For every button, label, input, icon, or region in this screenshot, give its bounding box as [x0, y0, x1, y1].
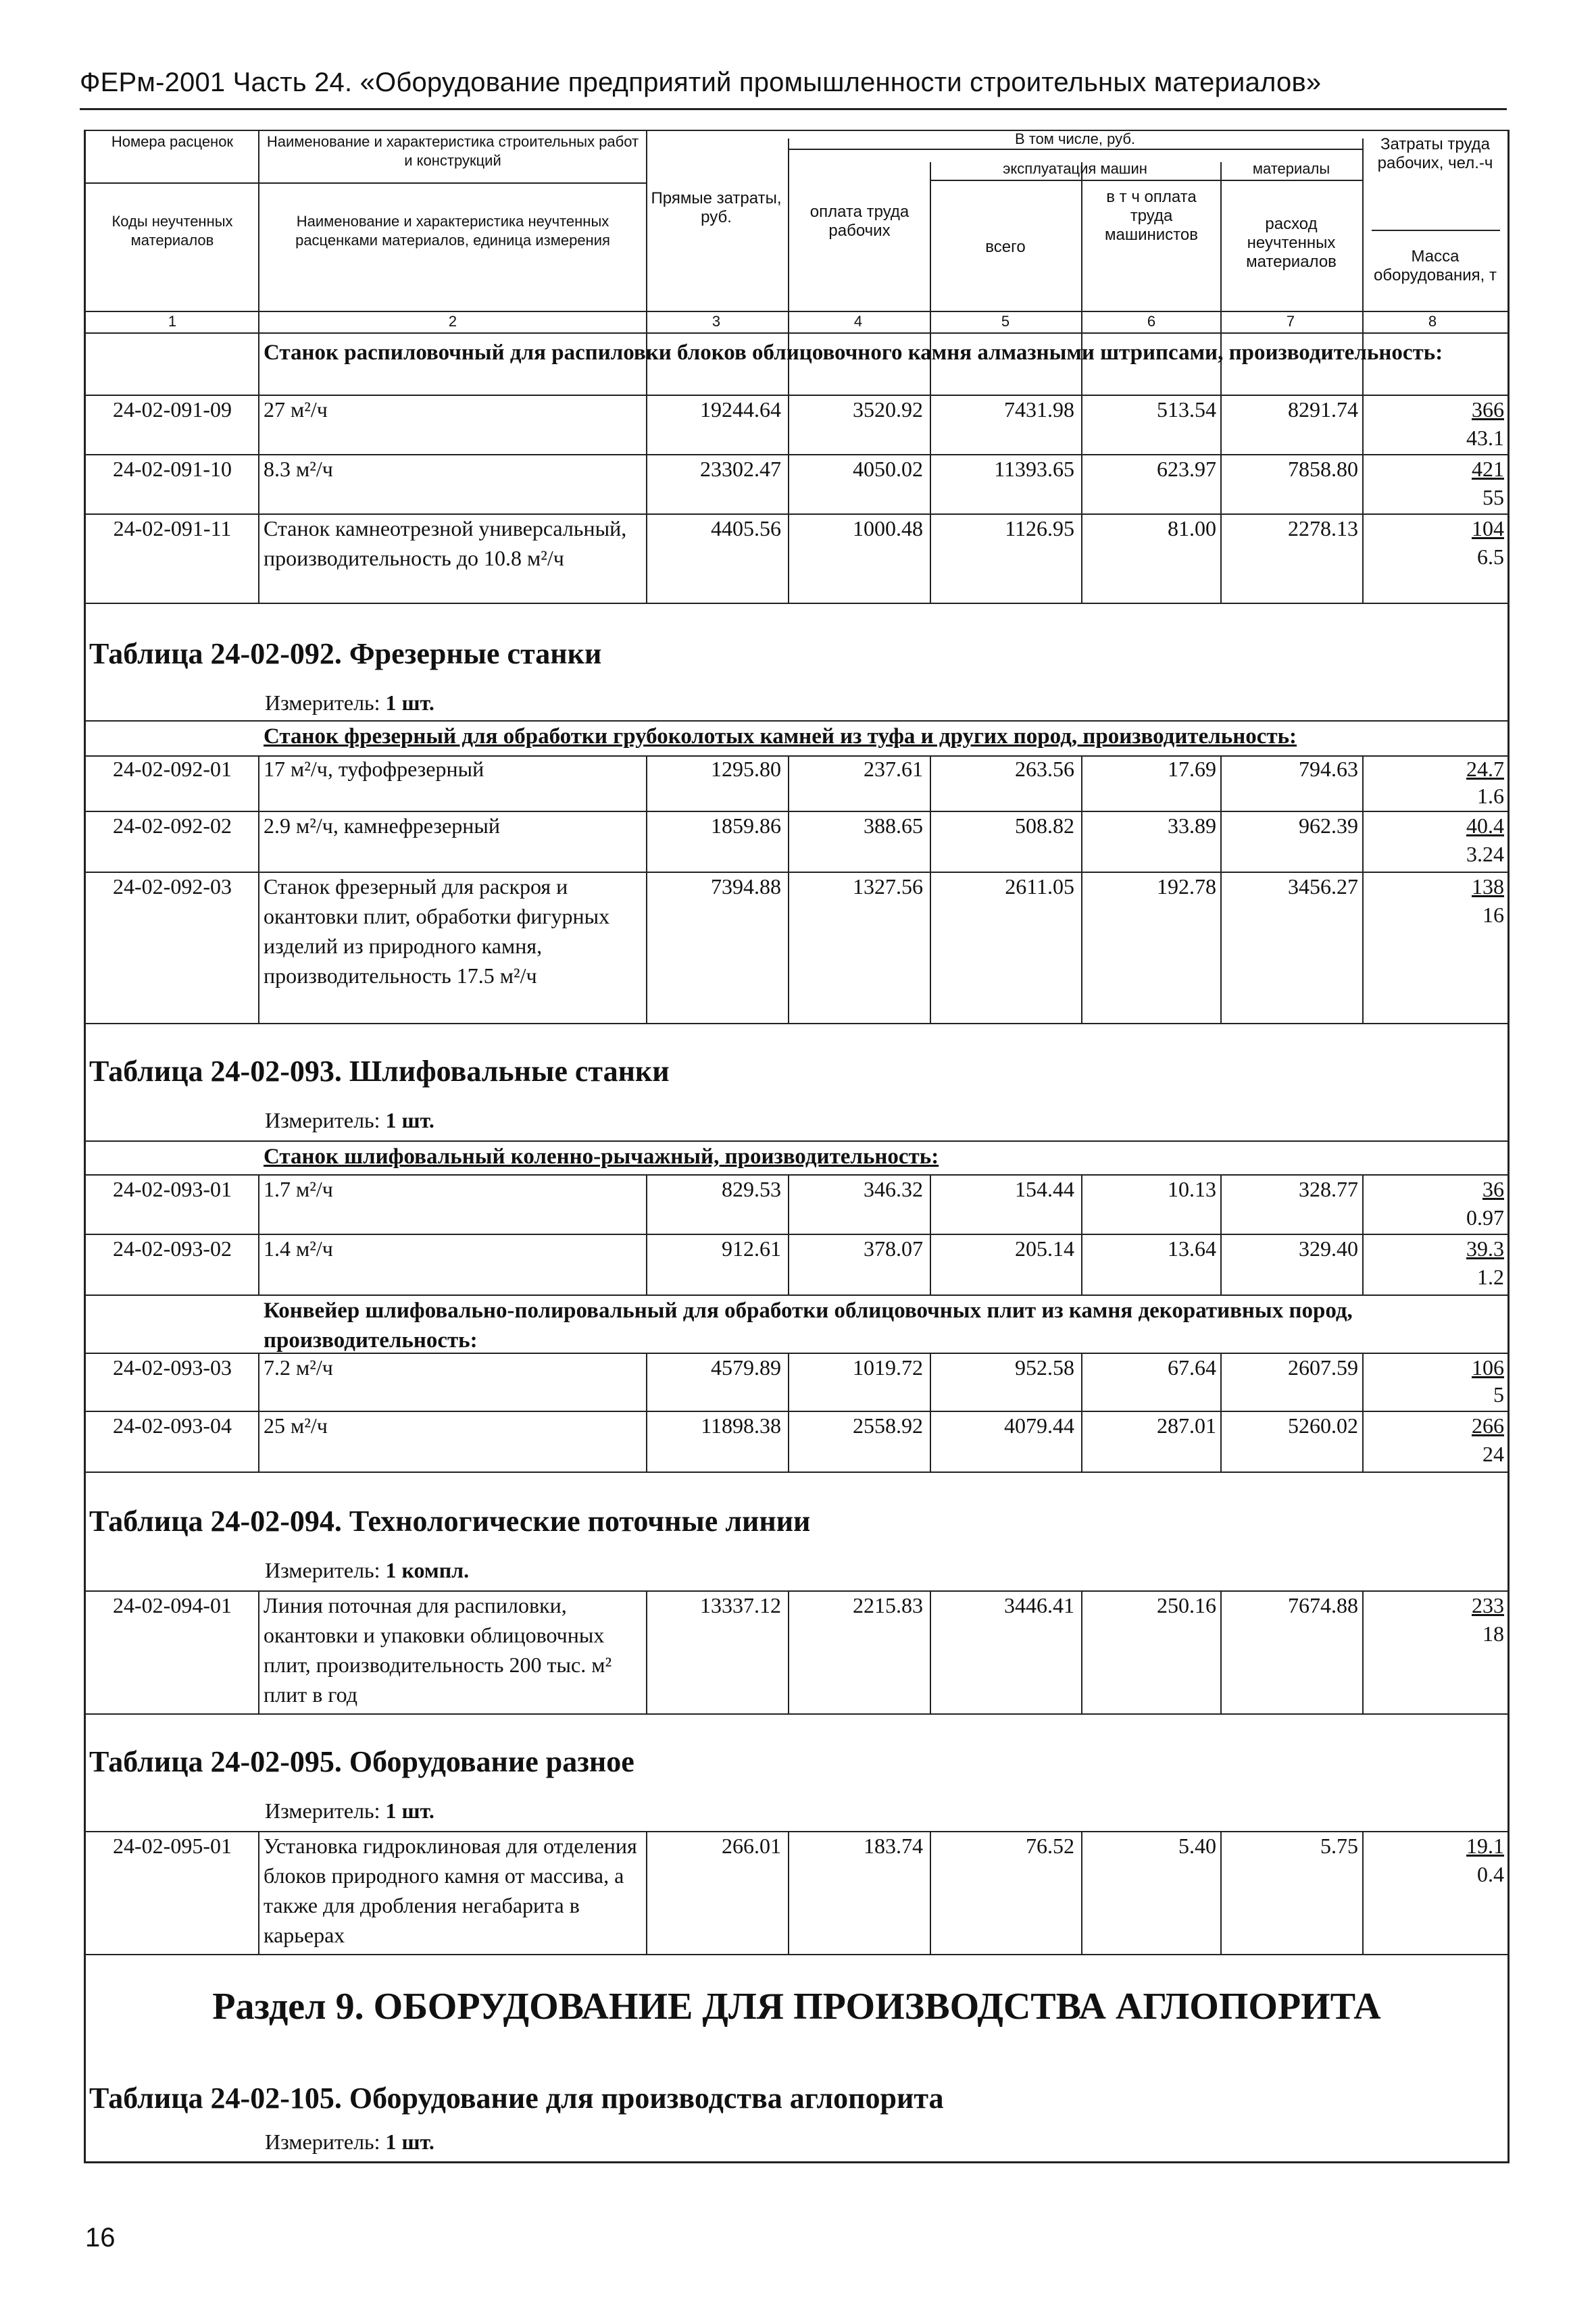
row-labor: 421 — [1472, 457, 1504, 481]
row-pay: 2558.92 — [853, 1413, 923, 1438]
group-heading-092: Станок фрезерный для обработки грубоколотых камней из туфа и других пород, производительность: — [264, 724, 1297, 749]
row-materials: 8291.74 — [1288, 397, 1358, 422]
row-mach: 3446.41 — [1004, 1593, 1074, 1617]
row-mass: 16 — [1482, 903, 1504, 927]
unit-value: 1 шт. — [385, 690, 434, 715]
row-labor: 138 — [1472, 874, 1504, 899]
row-materials: 962.39 — [1299, 813, 1358, 838]
row-code: 24-02-092-01 — [113, 757, 232, 781]
row-mass: 43.1 — [1466, 426, 1504, 450]
row-materials: 328.77 — [1299, 1177, 1358, 1201]
col-divider-1 — [258, 1353, 259, 1472]
col1-top: Номера расценок — [111, 133, 234, 150]
numbers-bottom-rule — [84, 332, 1510, 334]
row-rule — [84, 1472, 1510, 1473]
row-mach: 154.44 — [1015, 1177, 1074, 1201]
row-name: 17 м²/ч, туфофрезерный — [264, 757, 484, 781]
row-mass: 5 — [1493, 1382, 1504, 1407]
row-pay: 237.61 — [864, 757, 923, 781]
col-divider-6 — [1220, 755, 1222, 1023]
row-pay: 2215.83 — [853, 1593, 923, 1617]
col2-top: Наименование и характеристика строительных работ и конструкций — [266, 133, 639, 169]
row-pay: 1327.56 — [853, 874, 923, 899]
row-direct: 23302.47 — [700, 457, 781, 481]
row-drivers: 10.13 — [1168, 1177, 1216, 1201]
mat-header: материалы — [1252, 160, 1330, 177]
col-divider-7 — [1362, 139, 1364, 603]
col-divider-7 — [1362, 755, 1364, 1023]
colnum-1: 1 — [168, 313, 177, 330]
row-direct: 1295.80 — [711, 757, 781, 781]
row-mach: 4079.44 — [1004, 1413, 1074, 1438]
row-code: 24-02-092-02 — [113, 813, 232, 838]
row-materials: 7858.80 — [1288, 457, 1358, 481]
row-labor: 266 — [1472, 1413, 1504, 1438]
row-rule — [84, 603, 1510, 604]
row-pay: 1019.72 — [853, 1355, 923, 1380]
row-code: 24-02-094-01 — [113, 1593, 232, 1617]
row-direct: 829.53 — [722, 1177, 781, 1201]
row-rule — [84, 1023, 1510, 1024]
col-divider-2 — [646, 1590, 647, 1713]
row-mass: 18 — [1482, 1621, 1504, 1646]
group-heading-093-1: Станок шлифовальный коленно-рычажный, производительность: — [264, 1145, 939, 1169]
unit-label: Измеритель: — [265, 1799, 380, 1823]
row-direct: 4579.89 — [711, 1355, 781, 1380]
colnum-3: 3 — [712, 313, 721, 330]
row-code: 24-02-093-02 — [113, 1236, 232, 1261]
row-pay: 388.65 — [864, 813, 923, 838]
col-divider-6 — [1220, 1590, 1222, 1713]
row-mach: 508.82 — [1015, 813, 1074, 838]
incl-rule — [788, 149, 1362, 150]
row-mass: 24 — [1482, 1442, 1504, 1466]
col-divider-4 — [930, 1353, 931, 1472]
unit-value: 1 шт. — [385, 1799, 434, 1823]
col-divider-5 — [1081, 1831, 1082, 1954]
table-title-094: Таблица 24-02-094. Технологические поточные линии — [89, 1505, 811, 1538]
col-divider-7 — [1362, 1353, 1364, 1472]
row-drivers: 33.89 — [1168, 813, 1216, 838]
row-direct: 1859.86 — [711, 813, 781, 838]
row-code: 24-02-093-01 — [113, 1177, 232, 1201]
colnum-5: 5 — [1001, 313, 1010, 330]
row-direct: 11898.38 — [701, 1413, 781, 1438]
row-pay: 4050.02 — [853, 457, 923, 481]
unit-value: 1 шт. — [385, 2130, 434, 2154]
row-pay: 1000.48 — [853, 516, 923, 540]
row-mach: 1126.95 — [1005, 516, 1074, 540]
row-direct: 19244.64 — [700, 397, 781, 422]
row-mass: 3.24 — [1466, 842, 1504, 866]
row-name: 7.2 м²/ч — [264, 1355, 333, 1380]
col-divider-6 — [1220, 162, 1222, 603]
row-drivers: 287.01 — [1157, 1413, 1216, 1438]
row-materials: 7674.88 — [1288, 1593, 1358, 1617]
row-materials: 794.63 — [1299, 757, 1358, 781]
col2-bottom: Наименование и характеристика неучтенных расценками материалов, единица измерения — [295, 213, 610, 249]
col-divider-3 — [788, 1590, 789, 1713]
row-mass: 6.5 — [1477, 545, 1504, 569]
unit-095 — [265, 1799, 434, 1823]
unit-label: Измеритель: — [265, 1558, 380, 1582]
row-labor: 40.4 — [1466, 813, 1504, 838]
table-title-095: Таблица 24-02-095. Оборудование разное — [89, 1745, 634, 1778]
row-drivers: 17.69 — [1168, 757, 1216, 781]
row-labor: 233 — [1472, 1593, 1504, 1617]
row-mass: 0.4 — [1477, 1862, 1504, 1886]
row-drivers: 5.40 — [1178, 1834, 1216, 1858]
col-divider-4 — [930, 162, 931, 603]
row-direct: 7394.88 — [711, 874, 781, 899]
col-divider-3 — [788, 1831, 789, 1954]
col-divider-3 — [788, 1353, 789, 1472]
row-name: Станок фрезерный для раскроя и окантовки плит, обработки фигурных изделий из природного камня, производительность 17.5 м²/ч — [264, 874, 610, 988]
row-code: 24-02-093-03 — [113, 1355, 232, 1380]
row-materials: 329.40 — [1299, 1236, 1358, 1261]
labor-header: Затраты труда рабочих, чел.-ч — [1377, 135, 1493, 172]
row-materials: 2607.59 — [1288, 1355, 1358, 1380]
row-code: 24-02-092-03 — [113, 874, 232, 899]
running-header: ФЕРм-2001 Часть 24. «Оборудование предприятий промышленности строительных материалов» — [80, 68, 1322, 97]
row-mach: 205.14 — [1015, 1236, 1074, 1261]
row-labor: 36 — [1482, 1177, 1504, 1201]
expl-rule — [930, 180, 1362, 181]
col-divider-5 — [1081, 1353, 1082, 1472]
labor-split-rule — [1372, 230, 1500, 231]
row-labor: 24.7 — [1466, 757, 1504, 781]
unit-value: 1 компл. — [385, 1558, 470, 1582]
col-divider-1 — [258, 1831, 259, 1954]
row-code: 24-02-091-11 — [113, 516, 232, 540]
row-name: 8.3 м²/ч — [264, 457, 333, 481]
col-divider-7 — [1362, 1831, 1364, 1954]
col3-header: Прямые затраты, руб. — [651, 189, 782, 226]
col-divider-1 — [258, 755, 259, 1023]
colnum-7: 7 — [1286, 313, 1295, 330]
row-materials: 5260.02 — [1288, 1413, 1358, 1438]
row-materials: 5.75 — [1320, 1834, 1358, 1858]
row-drivers: 67.64 — [1168, 1355, 1216, 1380]
unit-094 — [265, 1558, 469, 1583]
row-pay: 346.32 — [864, 1177, 923, 1201]
row-name: Станок камнеотрезной универсальный, производительность до 10.8 м²/ч — [264, 516, 627, 570]
page-number: 16 — [85, 2223, 116, 2253]
col-divider-5 — [1081, 1590, 1082, 1713]
col1-bottom: Коды неучтенных материалов — [111, 213, 233, 249]
row-materials: 2278.13 — [1288, 516, 1358, 540]
col-divider-5 — [1081, 162, 1082, 603]
row-drivers: 192.78 — [1157, 874, 1216, 899]
row-materials: 3456.27 — [1288, 874, 1358, 899]
row-name: 25 м²/ч — [264, 1413, 328, 1438]
col-divider-2 — [646, 755, 647, 1023]
mat-sub-header: расход неучтенных материалов — [1246, 215, 1337, 271]
col-divider-2 — [646, 1831, 647, 1954]
row-name: Линия поточная для распиловки, окантовки и упаковки облицовочных плит, производительность 200 тыс. м² плит в год — [264, 1593, 612, 1707]
row-direct: 4405.56 — [711, 516, 781, 540]
row-mach: 952.58 — [1015, 1355, 1074, 1380]
mass-header: Масса оборудования, т — [1374, 247, 1497, 284]
group-heading-093-2: Конвейер шлифовально-полировальный для обработки облицовочных плит из камня декоративных пород, производительность: — [264, 1299, 1353, 1353]
row-mass: 1.2 — [1477, 1265, 1504, 1289]
col-divider-4 — [930, 755, 931, 1023]
row-labor: 104 — [1472, 516, 1504, 540]
row-code: 24-02-091-10 — [113, 457, 232, 481]
row-code: 24-02-095-01 — [113, 1834, 232, 1858]
table-title-093: Таблица 24-02-093. Шлифовальные станки — [89, 1055, 670, 1088]
table-title-105: Таблица 24-02-105. Оборудование для производства аглопорита — [89, 2082, 944, 2115]
col-divider-4 — [930, 1831, 931, 1954]
col-divider-1 — [258, 1590, 259, 1713]
header-split-rule — [84, 182, 646, 184]
row-code: 24-02-091-09 — [113, 397, 232, 422]
row-name: 1.7 м²/ч — [264, 1177, 333, 1201]
row-direct: 912.61 — [722, 1236, 781, 1261]
expl-all-header: всего — [985, 238, 1026, 256]
row-mass: 55 — [1482, 485, 1504, 509]
incl-header: В том числе, руб. — [1014, 130, 1136, 147]
row-drivers: 13.64 — [1168, 1236, 1216, 1261]
row-mass: 0.97 — [1466, 1205, 1504, 1230]
col-divider-7 — [1362, 1590, 1364, 1713]
col-divider-2 — [646, 1353, 647, 1472]
row-labor: 106 — [1472, 1355, 1504, 1380]
row-pay: 183.74 — [864, 1834, 923, 1858]
row-drivers: 81.00 — [1168, 516, 1216, 540]
unit-label: Измеритель: — [265, 2130, 380, 2154]
row-mach: 76.52 — [1026, 1834, 1074, 1858]
row-drivers: 250.16 — [1157, 1593, 1216, 1617]
row-name: Установка гидроклиновая для отделения блоков природного камня от массива, а также для дробления негабарита в карьерах — [264, 1834, 637, 1947]
col-divider-3 — [788, 139, 789, 603]
group-heading-091: Станок распиловочный для распиловки блоков облицовочного камня алмазными штрипсами, производительность: — [264, 341, 1443, 365]
row-labor: 366 — [1472, 397, 1504, 422]
expl-mach-header: в т ч оплата труда машинистов — [1105, 188, 1198, 244]
unit-093 — [265, 1108, 434, 1133]
colnum-8: 8 — [1428, 313, 1437, 330]
row-direct: 266.01 — [722, 1834, 781, 1858]
col-divider-6 — [1220, 1353, 1222, 1472]
row-pay: 3520.92 — [853, 397, 923, 422]
row-mach: 2611.05 — [1005, 874, 1074, 899]
row-labor: 39.3 — [1466, 1236, 1504, 1261]
row-mach: 263.56 — [1015, 757, 1074, 781]
expl-header: эксплуатация машин — [1003, 160, 1147, 177]
col-divider-1 — [258, 130, 259, 603]
col-divider-4 — [930, 1590, 931, 1713]
colnum-4: 4 — [853, 313, 863, 330]
row-rule — [84, 1954, 1510, 1955]
unit-value: 1 шт. — [385, 1108, 434, 1132]
unit-label: Измеритель: — [265, 690, 380, 715]
row-name: 27 м²/ч — [264, 397, 328, 422]
section-title: Раздел 9. ОБОРУДОВАНИЕ ДЛЯ ПРОИЗВОДСТВА АГЛОПОРИТА — [212, 1986, 1381, 2028]
row-mass: 1.6 — [1477, 784, 1504, 808]
row-pay: 378.07 — [864, 1236, 923, 1261]
unit-label: Измеритель: — [265, 1108, 380, 1132]
row-mach: 11393.65 — [994, 457, 1074, 481]
row-drivers: 513.54 — [1157, 397, 1216, 422]
colnum-2: 2 — [448, 313, 457, 330]
col-divider-6 — [1220, 1831, 1222, 1954]
row-labor: 19.1 — [1466, 1834, 1504, 1858]
unit-105 — [265, 2130, 434, 2155]
table-title-092: Таблица 24-02-092. Фрезерные станки — [89, 637, 602, 670]
row-code: 24-02-093-04 — [113, 1413, 232, 1438]
col-divider-5 — [1081, 755, 1082, 1023]
row-direct: 13337.12 — [700, 1593, 781, 1617]
row-drivers: 623.97 — [1157, 457, 1216, 481]
col-divider-3 — [788, 755, 789, 1023]
row-name: 2.9 м²/ч, камнефрезерный — [264, 813, 500, 838]
pay-header: оплата труда рабочих — [809, 203, 909, 240]
row-name: 1.4 м²/ч — [264, 1236, 333, 1261]
row-mach: 7431.98 — [1004, 397, 1074, 422]
unit-092 — [265, 690, 434, 715]
header-rule — [80, 108, 1507, 110]
row-rule — [84, 1713, 1510, 1715]
colnum-6: 6 — [1147, 313, 1156, 330]
